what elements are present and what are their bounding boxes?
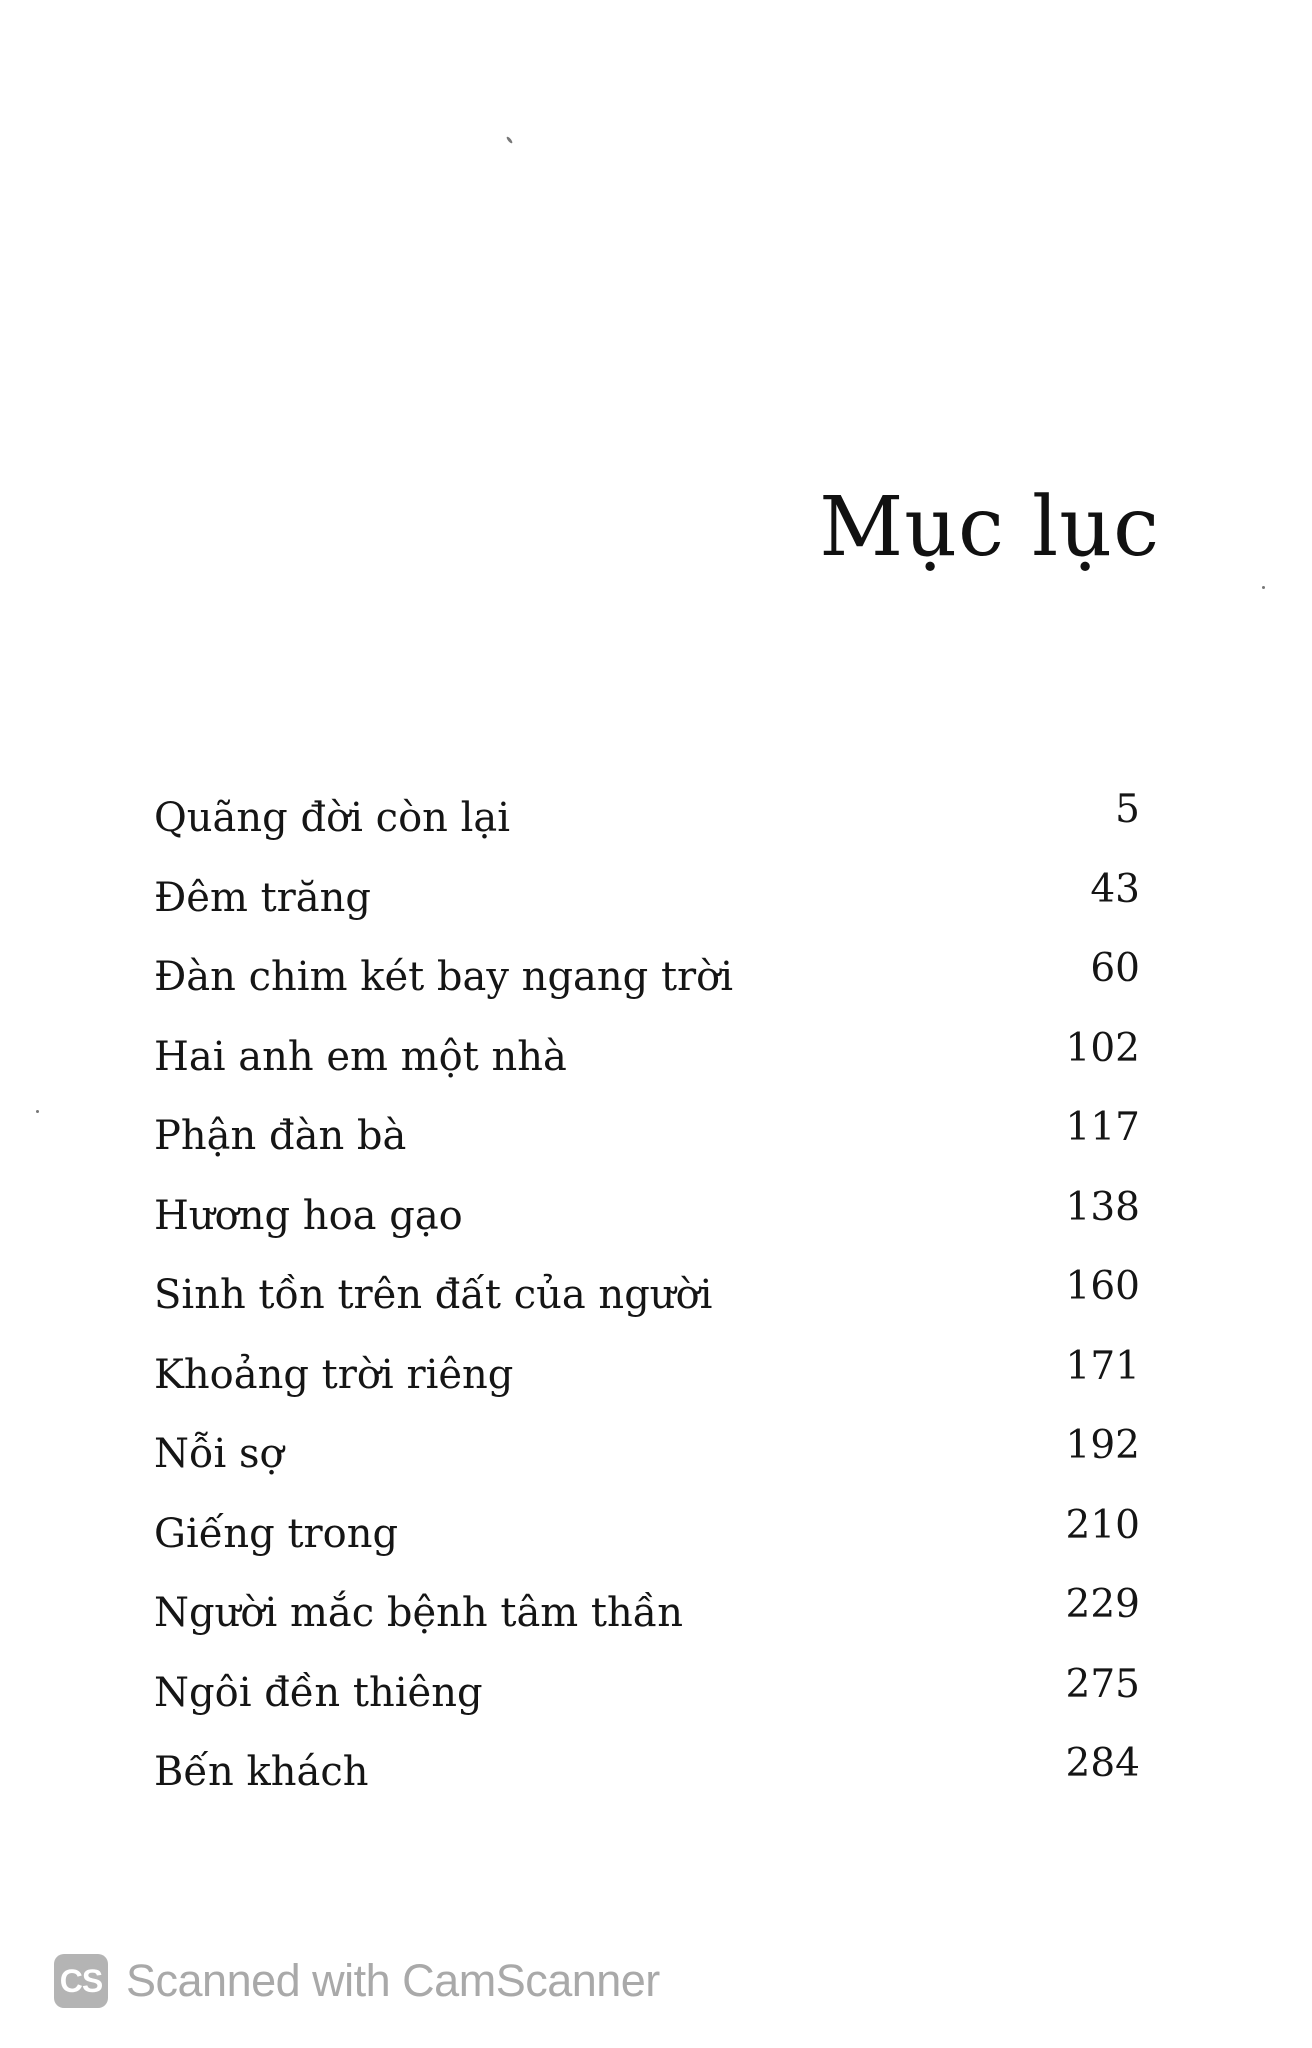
toc-entry-page: 284 [1065,1741,1140,1786]
table-of-contents [154,787,1140,1832]
toc-entry-title: Quãng đời còn lại [154,795,511,841]
toc-entry-page: 5 [1115,787,1140,832]
toc-entry-page: 171 [1065,1343,1140,1389]
watermark-text: Scanned with CamScanner [126,1955,660,2006]
toc-entry-title: Giếng trong [154,1510,399,1557]
scan-speck [36,1110,39,1113]
toc-entry [154,1741,1140,1832]
toc-entry-page: 60 [1090,946,1140,991]
camscanner-logo-icon: CS [54,1954,108,2008]
toc-entry-title: Nỗi sợ [154,1431,284,1477]
toc-entry-title: Đàn chim két bay ngang trời [154,954,734,1000]
toc-entry-page: 43 [1090,866,1140,912]
toc-entry-title: Phận đàn bà [154,1113,407,1159]
toc-entry-title: Hương hoa gạo [154,1192,463,1239]
toc-entry-page: 102 [1065,1025,1140,1071]
toc-entry [154,1661,1140,1753]
toc-entry [154,1582,1140,1673]
toc-entry [154,1184,1140,1276]
toc-entry-title: Khoảng trời riêng [154,1351,514,1398]
toc-entry-page: 210 [1065,1502,1140,1548]
toc-entry [154,1264,1140,1355]
toc-entry [154,787,1140,878]
toc-entry-page: 229 [1065,1582,1140,1627]
toc-entry [154,1423,1140,1514]
toc-entry [154,946,1140,1037]
toc-entry [154,1343,1140,1435]
toc-entry-page: 192 [1065,1423,1140,1468]
toc-entry-title: Sinh tồn trên đất của người [154,1272,713,1318]
scan-speck [506,136,513,144]
page-title: Mục lục [819,479,1160,575]
toc-entry-page: 275 [1065,1661,1140,1707]
toc-entry-title: Người mắc bệnh tâm thần [154,1590,684,1636]
scan-speck [1262,586,1265,589]
toc-entry-page: 160 [1065,1264,1140,1309]
toc-entry [154,866,1140,958]
toc-entry-page: 117 [1065,1105,1140,1150]
toc-entry-page: 138 [1065,1184,1140,1230]
toc-entry [154,1502,1140,1594]
toc-entry-title: Đêm trăng [154,874,372,921]
toc-entry [154,1025,1140,1117]
toc-entry [154,1105,1140,1196]
toc-entry-title: Bến khách [154,1749,369,1795]
camscanner-watermark [54,1954,660,2008]
toc-entry-title: Hai anh em một nhà [154,1033,567,1080]
toc-entry-title: Ngôi đền thiêng [154,1669,483,1716]
